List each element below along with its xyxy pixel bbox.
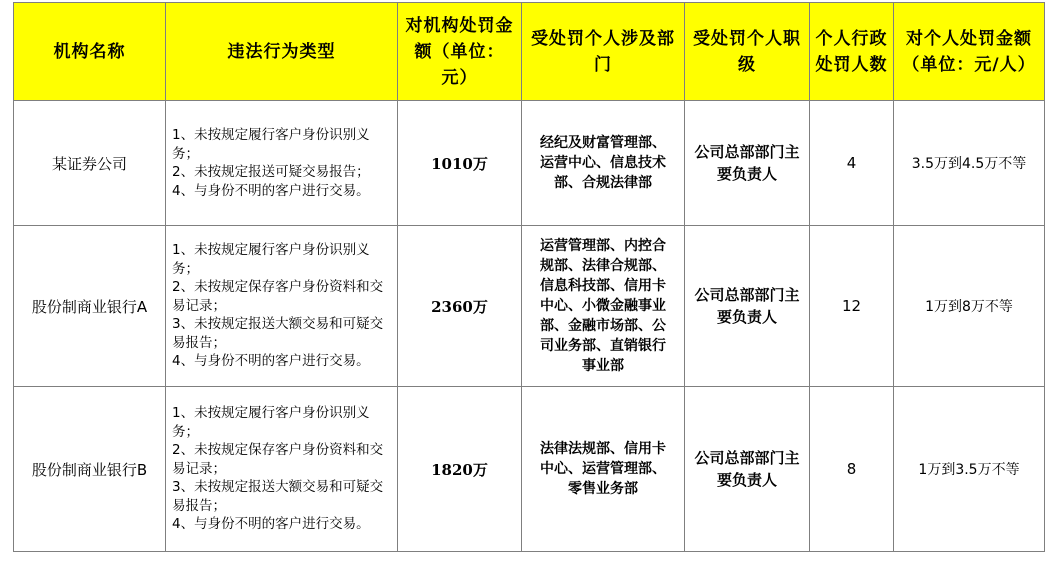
header-institution-fine: 对机构处罚金额（单位：元） xyxy=(398,3,522,101)
header-row xyxy=(14,3,1045,101)
institution-name: 股份制商业银行A xyxy=(14,226,166,387)
departments: 经纪及财富管理部、运营中心、信息技术部、合规法律部 xyxy=(522,101,685,226)
violation-item: 1、未按规定履行客户身份识别义务； xyxy=(172,405,370,440)
header-individual-fine: 对个人处罚金额（单位：元/人） xyxy=(894,3,1045,101)
header-institution: 机构名称 xyxy=(14,3,166,101)
institution-fine: 2360万 xyxy=(398,226,522,387)
violation-item: 1、未按规定履行客户身份识别义务； xyxy=(172,242,370,277)
position-level: 公司总部部门主要负责人 xyxy=(685,387,810,552)
institution-name: 股份制商业银行B xyxy=(14,387,166,552)
violation-item: 3、未按规定报送大额交易和可疑交易报告； xyxy=(172,316,384,351)
violation-item: 2、未按规定报送可疑交易报告； xyxy=(172,164,370,180)
violation-item: 3、未按规定报送大额交易和可疑交易报告； xyxy=(172,479,384,514)
violation-item: 1、未按规定履行客户身份识别义务； xyxy=(172,127,370,162)
departments: 运营管理部、内控合规部、法律合规部、信息科技部、信用卡中心、小微金融事业部、金融市场部、公司业务部、直销银行事业部 xyxy=(522,226,685,387)
violation-item: 2、未按规定保存客户身份资料和交易记录； xyxy=(172,442,384,477)
violation-list xyxy=(166,226,398,387)
person-count: 12 xyxy=(810,226,894,387)
table-row xyxy=(14,101,1045,226)
individual-fine: 1万到3.5万不等 xyxy=(894,387,1045,552)
violation-list xyxy=(166,101,398,226)
individual-fine: 1万到8万不等 xyxy=(894,226,1045,387)
person-count: 4 xyxy=(810,101,894,226)
table-row xyxy=(14,226,1045,387)
violation-item: 4、与身份不明的客户进行交易。 xyxy=(172,353,370,370)
violation-item: 4、与身份不明的客户进行交易。 xyxy=(172,516,370,533)
individual-fine: 3.5万到4.5万不等 xyxy=(894,101,1045,226)
institution-fine: 1010万 xyxy=(398,101,522,226)
position-level: 公司总部部门主要负责人 xyxy=(685,226,810,387)
departments: 法律法规部、信用卡中心、运营管理部、零售业务部 xyxy=(522,387,685,552)
violation-list xyxy=(166,387,398,552)
institution-name: 某证券公司 xyxy=(14,101,166,226)
header-position: 受处罚个人职级 xyxy=(685,3,810,101)
institution-fine: 1820万 xyxy=(398,387,522,552)
header-violation-type: 违法行为类型 xyxy=(166,3,398,101)
penalty-table xyxy=(13,2,1045,552)
violation-item: 4、与身份不明的客户进行交易。 xyxy=(172,182,370,199)
violation-item: 2、未按规定保存客户身份资料和交易记录； xyxy=(172,279,384,314)
position-level: 公司总部部门主要负责人 xyxy=(685,101,810,226)
header-departments: 受处罚个人涉及部门 xyxy=(522,3,685,101)
header-person-count: 个人行政处罚人数 xyxy=(810,3,894,101)
table-row xyxy=(14,387,1045,552)
person-count: 8 xyxy=(810,387,894,552)
